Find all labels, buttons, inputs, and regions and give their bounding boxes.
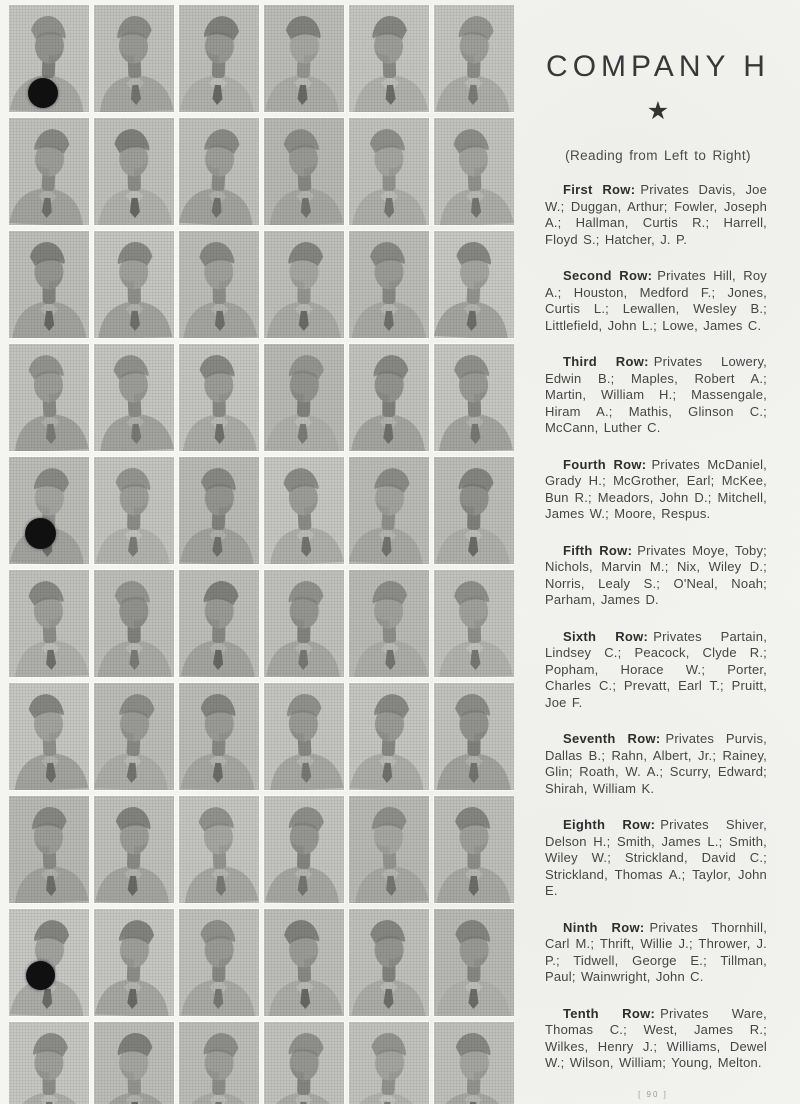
roster-row-names: Privates Hill, Roy A.; Houston, Medford F.; Jones, Curtis L.; Lewallen, Wesley B.; Littlefield, John L.; Lowe, James C. (545, 268, 767, 333)
portrait-photo (349, 5, 429, 112)
portrait-photo (349, 457, 429, 564)
roster-row-names: Privates Purvis, Dallas B.; Rahn, Albert, Jr.; Rainey, Glin; Roath, W. A.; Scurry, Edward; Shirah, William K. (545, 731, 767, 796)
portrait-photo (179, 570, 259, 677)
roster-row-label: Eighth Row: (563, 817, 656, 832)
portrait-photo (264, 344, 344, 451)
portrait-photo (434, 231, 514, 338)
reading-note: (Reading from Left to Right) (565, 148, 751, 163)
portrait-photo (349, 570, 429, 677)
star-icon: ★ (646, 97, 670, 125)
portrait-photo (9, 570, 89, 677)
portrait-photo (349, 909, 429, 1016)
portrait-photo (179, 231, 259, 338)
portrait-photo (179, 118, 259, 225)
roster-row-names: Privates Ware, Thomas C.; West, James R.; Wilkes, Henry J.; Williams, Dewel W.; Wilson, William; Young, Melton. (545, 1005, 767, 1070)
portrait-photo (179, 457, 259, 564)
portrait-photo (94, 231, 174, 338)
punch-hole (28, 78, 58, 108)
portrait-photo (179, 796, 259, 903)
roster-row (545, 817, 767, 900)
roster-row-label: Ninth Row: (563, 919, 645, 935)
portrait-photo (9, 118, 89, 225)
roster-row (545, 268, 767, 334)
roster-row-names: Privates Lowery, Edwin B.; Maples, Robert A.; Martin, William H.; Massengale, Hiram A.; Mathis, Glinson C.; McCann, Luther C. (545, 354, 767, 435)
portrait-photo (434, 796, 514, 903)
portrait-photo (264, 5, 344, 112)
punch-hole (26, 961, 55, 990)
roster-row (545, 543, 767, 609)
portrait-photo (349, 118, 429, 225)
portrait-photo (434, 344, 514, 451)
roster-row-label: Second Row: (563, 268, 653, 283)
page-number: [ 90 ] (638, 1090, 668, 1099)
portrait-photo (434, 570, 514, 677)
portrait-photo (179, 344, 259, 451)
portrait-photo (264, 231, 344, 338)
portrait-photo (434, 909, 514, 1016)
roster-rows (545, 182, 767, 1072)
portrait-photo (9, 683, 89, 790)
portrait-photo (9, 231, 89, 338)
portrait-photo (349, 231, 429, 338)
roster-row (545, 920, 767, 986)
portrait-photo (179, 909, 259, 1016)
portrait-photo (264, 796, 344, 903)
portrait-photo (9, 344, 89, 451)
roster-row-label: Third Row: (563, 354, 649, 369)
roster-row-names: Privates McDaniel, Grady H.; McGrother, Earl; McKee, Bun R.; Meadors, John D.; Mitchell, James W.; Moore, Respus. (545, 456, 767, 521)
roster-row (545, 182, 767, 248)
portrait-photo (349, 796, 429, 903)
roster-row (545, 629, 767, 712)
portrait-photo (434, 5, 514, 112)
portrait-photo (9, 457, 89, 564)
portrait-photo (94, 796, 174, 903)
portrait-photo (264, 457, 344, 564)
roster-panel (520, 0, 796, 1092)
page-title: COMPANY H (546, 50, 770, 83)
roster-row-label: Tenth Row: (563, 1005, 656, 1021)
roster-row-label: Fifth Row: (563, 542, 633, 558)
portrait-photo (349, 344, 429, 451)
portrait-photo (434, 457, 514, 564)
portrait-photo (94, 344, 174, 451)
portrait-photo (94, 457, 174, 564)
roster-row-label: Seventh Row: (563, 731, 661, 746)
portrait-photo (264, 570, 344, 677)
roster-row-names: Privates Partain, Lindsey C.; Peacock, Clyde R.; Popham, Horace W.; Porter, Charles C.; Prevatt, Earl T.; Pruitt, Joe F. (545, 628, 768, 710)
portrait-photo (434, 118, 514, 225)
portrait-photo (179, 1022, 259, 1104)
portrait-photo (94, 683, 174, 790)
portrait-photo (94, 118, 174, 225)
roster-row (545, 354, 767, 437)
roster-row-label: First Row: (563, 182, 636, 197)
portrait-photo (9, 796, 89, 903)
punch-hole (25, 518, 56, 549)
roster-row (545, 731, 767, 797)
portrait-photo (264, 1022, 344, 1104)
roster-row-label: Sixth Row: (563, 628, 649, 644)
portrait-photo (264, 909, 344, 1016)
portrait-photo (264, 683, 344, 790)
portrait-photo (264, 118, 344, 225)
roster-row-names: Privates Davis, Joe W.; Duggan, Arthur; Fowler, Joseph A.; Hallman, Curtis R.; Harrell, Floyd S.; Hatcher, J. P. (545, 182, 768, 247)
roster-row (545, 457, 767, 523)
portrait-photo (349, 1022, 429, 1104)
roster-row-names: Privates Moye, Toby; Nichols, Marvin M.; Nix, Wiley D.; Norris, Lealy S.; O'Neal, Noah; Parham, James D. (545, 542, 767, 607)
portrait-photo (94, 570, 174, 677)
portrait-photo (434, 683, 514, 790)
portrait-photo (349, 683, 429, 790)
portrait-photo (179, 5, 259, 112)
roster-row (545, 1006, 767, 1072)
roster-row-names: Privates Thornhill, Carl M.; Thrift, Willie J.; Thrower, J. P.; Tidwell, George E.; Tillman, Paul; Wainwright, John C. (545, 919, 768, 984)
portrait-photo (179, 683, 259, 790)
roster-row-label: Fourth Row: (563, 456, 647, 472)
portrait-photo (434, 1022, 514, 1104)
portrait-photo (94, 5, 174, 112)
portrait-photo (9, 909, 89, 1016)
roster-row-names: Privates Shiver, Delson H.; Smith, James L.; Smith, Wiley W.; Strickland, David C.; Strickland, Thomas A.; Taylor, John E. (545, 817, 767, 898)
portrait-photo (9, 1022, 89, 1104)
portrait-photo (94, 1022, 174, 1104)
photo-grid (9, 5, 514, 1104)
portrait-photo (94, 909, 174, 1016)
